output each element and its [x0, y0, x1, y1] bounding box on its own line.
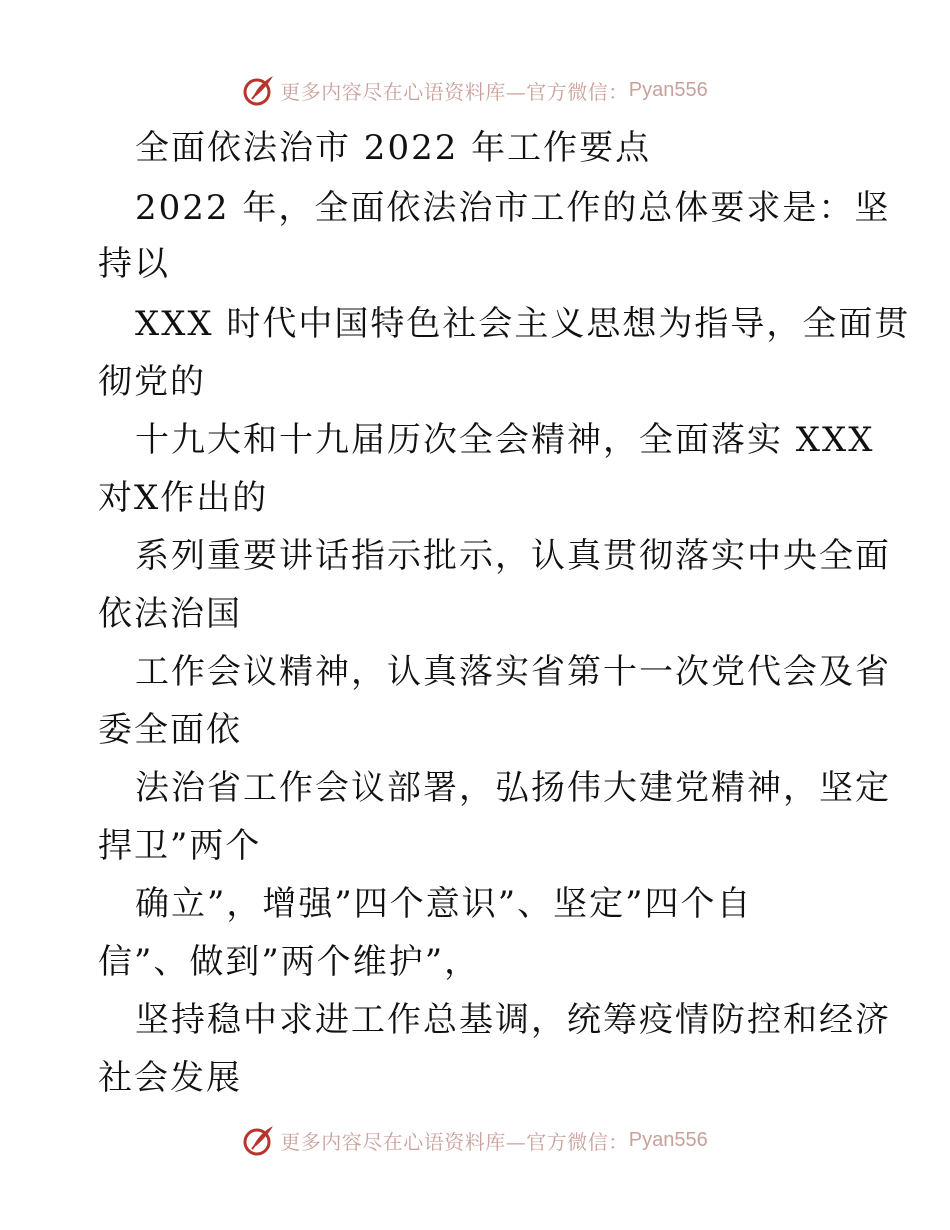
- text-line: 社会发展: [98, 1058, 242, 1098]
- text-line: 依法治国: [98, 594, 242, 634]
- quill-pen-logo-icon: [242, 1123, 276, 1157]
- watermark-text: 更多内容尽在心语资料库—官方微信：: [280, 79, 629, 104]
- text-line: 工作会议精神，认真落实省第十一次党代会及省: [135, 652, 891, 692]
- text-line: 法治省工作会议部署，弘扬伟大建党精神，坚定: [135, 768, 891, 808]
- text-line: 坚持稳中求进工作总基调，统筹疫情防控和经济: [135, 1000, 891, 1040]
- text-line: 确立”，增强”四个意识”、坚定”四个自: [135, 884, 753, 924]
- watermark-footer: [0, 1120, 950, 1160]
- text-line: 系列重要讲话指示批示，认真贯彻落实中央全面: [135, 536, 891, 576]
- text-line: 彻党的: [98, 362, 206, 402]
- text-line: 持以: [98, 244, 170, 284]
- text-line: 委全面依: [98, 710, 242, 750]
- text-line: 对X作出的: [98, 478, 269, 518]
- watermark-brand: Pyan556: [628, 78, 708, 101]
- text-line: XXX 时代中国特色社会主义思想为指导，全面贯: [135, 304, 911, 344]
- watermark-brand: Pyan556: [628, 1128, 708, 1151]
- watermark-text: 更多内容尽在心语资料库—官方微信：: [280, 1129, 629, 1154]
- text-line: 捍卫”两个: [98, 826, 262, 866]
- text-line: 2022 年，全面依法治市工作的总体要求是：坚: [135, 188, 891, 228]
- text-line: 信”、做到”两个维护”，: [98, 942, 481, 982]
- text-line: 十九大和十九届历次全会精神，全面落实 XXX: [135, 420, 875, 460]
- document-title: 全面依法治市 2022 年工作要点: [135, 128, 652, 168]
